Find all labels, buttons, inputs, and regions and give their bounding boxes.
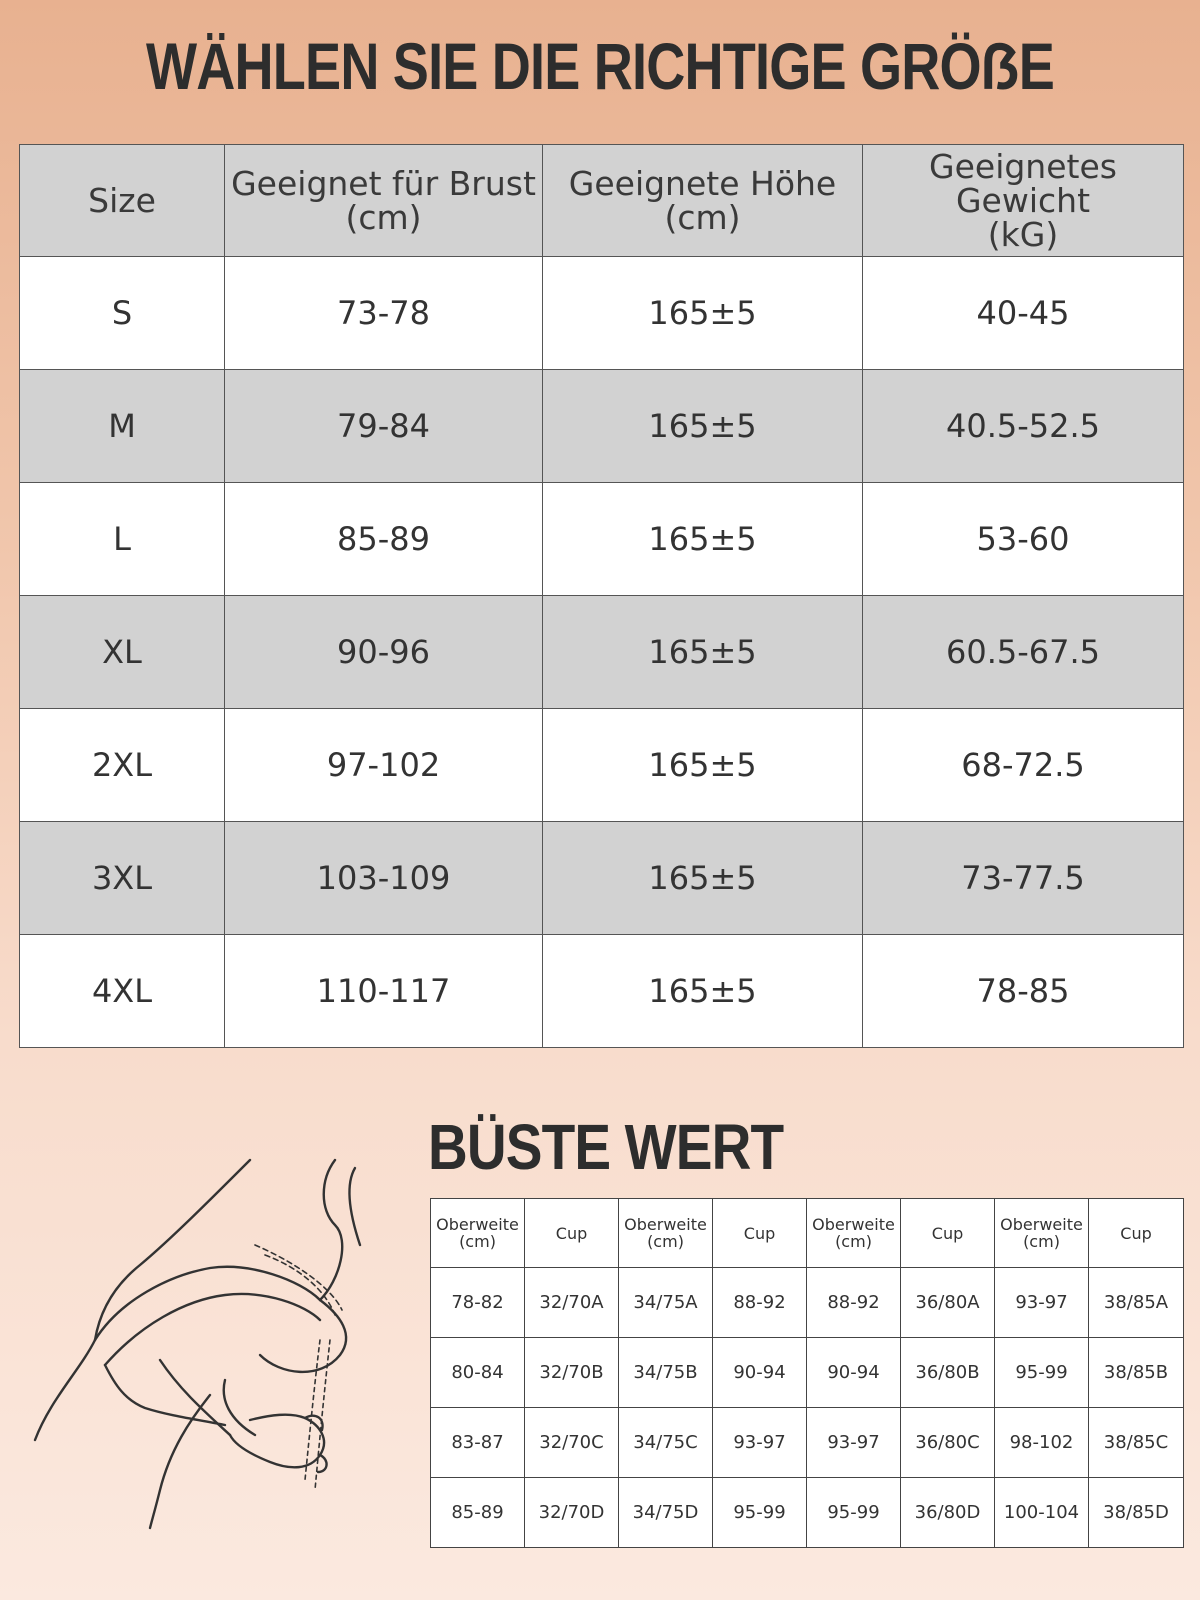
size-cell: M [20,370,225,483]
oberweite-header: Oberweite (cm) [431,1199,525,1268]
height-cell: 165±5 [543,709,863,822]
height-cell: 165±5 [543,935,863,1048]
bust-table-cell: 95-99 [995,1338,1089,1408]
bust-cell: 73-78 [225,257,543,370]
cup-header: Cup [713,1199,807,1268]
bust-table-cell: 95-99 [713,1478,807,1548]
weight-cell: 60.5-67.5 [863,596,1184,709]
bust-table-cell: 36/80D [901,1478,995,1548]
height-cell: 165±5 [543,370,863,483]
bust-table-cell: 38/85B [1089,1338,1184,1408]
bust-table-cell: 93-97 [807,1408,901,1478]
weight-cell: 73-77.5 [863,822,1184,935]
bust-table-cell: 34/75A [619,1268,713,1338]
size-cell: S [20,257,225,370]
size-cell: XL [20,596,225,709]
measuring-tape [255,1245,342,1315]
oberweite-header: Oberweite (cm) [995,1199,1089,1268]
height-header: Geeignete Höhe (cm) [543,145,863,257]
bust-table-cell: 88-92 [713,1268,807,1338]
bust-table-cell: 36/80B [901,1338,995,1408]
waist-line [224,1380,255,1435]
bust-table-row [431,1268,1184,1338]
bust-table-row [431,1478,1184,1548]
neck-line [350,1168,360,1245]
bust-table-cell: 80-84 [431,1338,525,1408]
bust-cell: 97-102 [225,709,543,822]
size-table [19,144,1184,1048]
size-table-row [20,935,1184,1048]
bust-table-cell: 36/80A [901,1268,995,1338]
size-table-row [20,483,1184,596]
weight-cell: 53-60 [863,483,1184,596]
weight-cell: 78-85 [863,935,1184,1048]
bust-cell: 110-117 [225,935,543,1048]
bust-table-cell: 83-87 [431,1408,525,1478]
bust-table-cell: 88-92 [807,1268,901,1338]
height-cell: 165±5 [543,483,863,596]
cup-header: Cup [901,1199,995,1268]
bust-table-cell: 32/70D [525,1478,619,1548]
size-table-row [20,822,1184,935]
bust-table-cell: 100-104 [995,1478,1089,1548]
bust-table [430,1198,1184,1548]
size-table-row [20,709,1184,822]
height-cell: 165±5 [543,257,863,370]
size-table-row [20,596,1184,709]
cup-header: Cup [1089,1199,1184,1268]
size-cell: 4XL [20,935,225,1048]
bust-table-cell: 95-99 [807,1478,901,1548]
elbow-line [105,1365,225,1425]
oberweite-header: Oberweite (cm) [807,1199,901,1268]
bust-cell: 103-109 [225,822,543,935]
size-cell: 2XL [20,709,225,822]
bust-table-cell: 90-94 [713,1338,807,1408]
bust-table-cell: 78-82 [431,1268,525,1338]
bust-table-cell: 85-89 [431,1478,525,1548]
body-side-line [35,1340,95,1440]
size-cell: L [20,483,225,596]
height-cell: 165±5 [543,596,863,709]
bust-table-cell: 38/85A [1089,1268,1184,1338]
forearm-line [105,1294,320,1365]
bust-table-row [431,1408,1184,1478]
bust-header: Geeignet für Brust (cm) [225,145,543,257]
bust-table-cell: 34/75B [619,1338,713,1408]
bust-table-cell: 32/70C [525,1408,619,1478]
bust-table-cell: 38/85D [1089,1478,1184,1548]
hand-line [230,1415,324,1468]
weight-cell: 40.5-52.5 [863,370,1184,483]
bust-measuring-illustration [20,1150,390,1530]
bust-table-cell: 98-102 [995,1408,1089,1478]
weight-cell: 68-72.5 [863,709,1184,822]
oberweite-header: Oberweite (cm) [619,1199,713,1268]
size-table-row [20,370,1184,483]
belly-line [150,1395,210,1528]
bust-value-title: BÜSTE WERT [428,1111,784,1183]
weight-cell: 40-45 [863,257,1184,370]
size-header: Size [20,145,225,257]
bust-table-cell: 36/80C [901,1408,995,1478]
bust-table-cell: 32/70B [525,1338,619,1408]
bust-table-row [431,1338,1184,1408]
bust-table-cell: 34/75D [619,1478,713,1548]
bust-table-header-row [431,1199,1184,1268]
bust-cell: 90-96 [225,596,543,709]
bust-table-cell: 93-97 [713,1408,807,1478]
bust-table-cell: 93-97 [995,1268,1089,1338]
upper-arm-line [95,1267,320,1340]
bust-table-cell: 34/75C [619,1408,713,1478]
size-cell: 3XL [20,822,225,935]
weight-header: Geeignetes Gewicht (kG) [863,145,1184,257]
size-table-row [20,257,1184,370]
size-table-header-row [20,145,1184,257]
bust-cell: 85-89 [225,483,543,596]
bust-table-cell: 38/85C [1089,1408,1184,1478]
cup-header: Cup [525,1199,619,1268]
page-title: WÄHLEN SIE DIE RICHTIGE GRÖẞE [146,29,1054,103]
bust-cell: 79-84 [225,370,543,483]
chest-line [320,1160,342,1300]
bust-table-cell: 32/70A [525,1268,619,1338]
height-cell: 165±5 [543,822,863,935]
bust-table-cell: 90-94 [807,1338,901,1408]
